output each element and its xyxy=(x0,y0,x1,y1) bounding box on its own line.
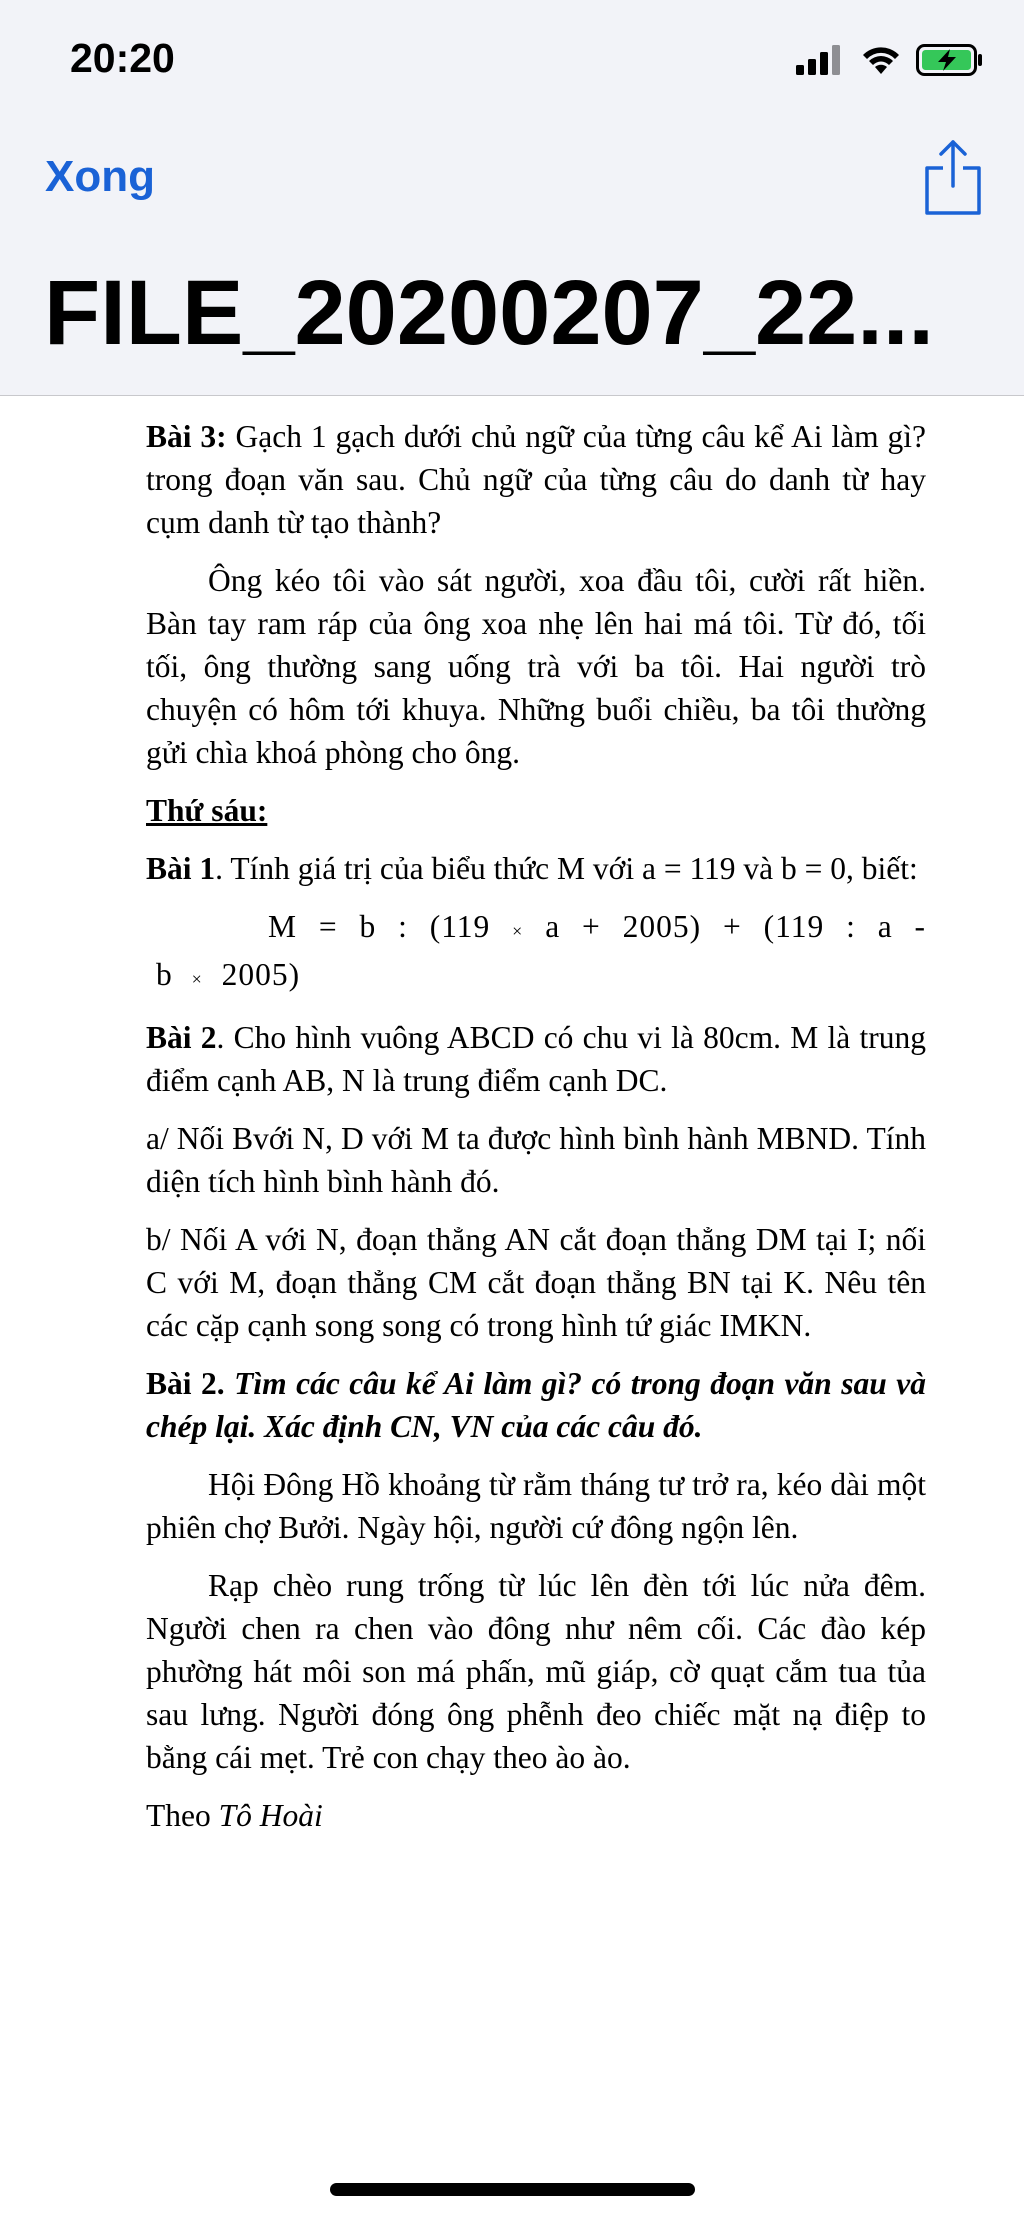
exercise-2b-text: Tìm các câu kể Ai làm gì? có trong đoạn văn sau và chép lại. Xác định CN, VN của các câu đó. xyxy=(146,1366,926,1444)
exercise-2b-label: Bài 2. xyxy=(146,1366,225,1401)
passage-1: Ông kéo tôi vào sát người, xoa đầu tôi, cười rất hiền. Bàn tay ram ráp của ông xoa nhẹ lên hai má tôi. Từ đó, tối tối, ông thường sang uống trà với ba tôi. Hai người trò chuyện có hôm tới khuya. Những buổi chiều, ba tôi thường gửi chìa khoá phòng cho ông. xyxy=(146,563,926,770)
exercise-3-label: Bài 3: xyxy=(146,419,227,454)
multiply-sign: × xyxy=(512,921,524,941)
status-icons xyxy=(796,44,984,76)
document-page xyxy=(146,415,926,1852)
passage-2: Hội Đông Hồ khoảng từ rằm tháng tư trở ra, kéo dài một phiên chợ Bưởi. Ngày hội, người cứ đông ngộn lên. xyxy=(146,1467,926,1545)
math-expression xyxy=(146,905,926,1001)
source-citation xyxy=(146,1794,926,1837)
share-icon[interactable] xyxy=(924,138,982,216)
exercise-2 xyxy=(146,1016,926,1102)
navigation-header xyxy=(0,0,1024,396)
exercise-3-text: Gạch 1 gạch dưới chủ ngữ của từng câu kể Ai làm gì? trong đoạn văn sau. Chủ ngữ của từng câu do danh từ hay cụm danh từ tạo thành? xyxy=(146,419,926,540)
exercise-2-part-b: b/ Nối A với N, đoạn thẳng AN cắt đoạn thẳng DM tại I; nối C với M, đoạn thẳng CM cắt đoạn thẳng BN tại K. Nêu tên các cặp cạnh song song có trong hình tứ giác IMKN. xyxy=(146,1222,926,1343)
status-time: 20:20 xyxy=(70,35,175,81)
exercise-2b xyxy=(146,1362,926,1448)
document-title: FILE_20200207_22... xyxy=(44,267,934,359)
exercise-1 xyxy=(146,847,926,890)
exercise-3 xyxy=(146,415,926,544)
formula-part-2: a + 2005) + (119 : a - xyxy=(545,909,927,944)
exercise-1-text: . Tính giá trị của biểu thức M với a = 119 và b = 0, biết: xyxy=(215,851,918,886)
exercise-2-part-a: a/ Nối Bvới N, D với M ta được hình bình hành MBND. Tính diện tích hình bình hành đó. xyxy=(146,1121,926,1199)
source-prefix: Theo xyxy=(146,1798,219,1833)
battery-charging-icon xyxy=(916,44,984,76)
source-author: Tô Hoài xyxy=(218,1798,323,1833)
formula-part-3: b xyxy=(156,957,173,992)
exercise-2-label: Bài 2 xyxy=(146,1020,217,1055)
formula-part-1: M = b : (119 xyxy=(268,909,491,944)
home-indicator[interactable] xyxy=(330,2183,695,2196)
cellular-signal-icon xyxy=(796,45,846,75)
done-button[interactable]: Xong xyxy=(45,152,155,201)
exercise-1-label: Bài 1 xyxy=(146,851,216,886)
multiply-sign: × xyxy=(191,969,203,989)
wifi-icon xyxy=(860,45,902,75)
formula-part-4: 2005) xyxy=(221,957,301,992)
exercise-2-text: . Cho hình vuông ABCD có chu vi là 80cm. M là trung điểm cạnh AB, N là trung điểm cạnh DC. xyxy=(146,1020,926,1098)
passage-3: Rạp chèo rung trống từ lúc lên đèn tới lúc nửa đêm. Người chen ra chen vào đông như nêm cối. Các đào kép phường hát môi son má phấn, mũ giáp, cờ quạt cắm tua tủa sau lưng. Người đóng ông phễnh đeo chiếc mặt nạ điệp to bằng cái mẹt. Trẻ con chạy theo ào ào. xyxy=(146,1568,926,1775)
section-friday: Thứ sáu: xyxy=(146,793,268,828)
